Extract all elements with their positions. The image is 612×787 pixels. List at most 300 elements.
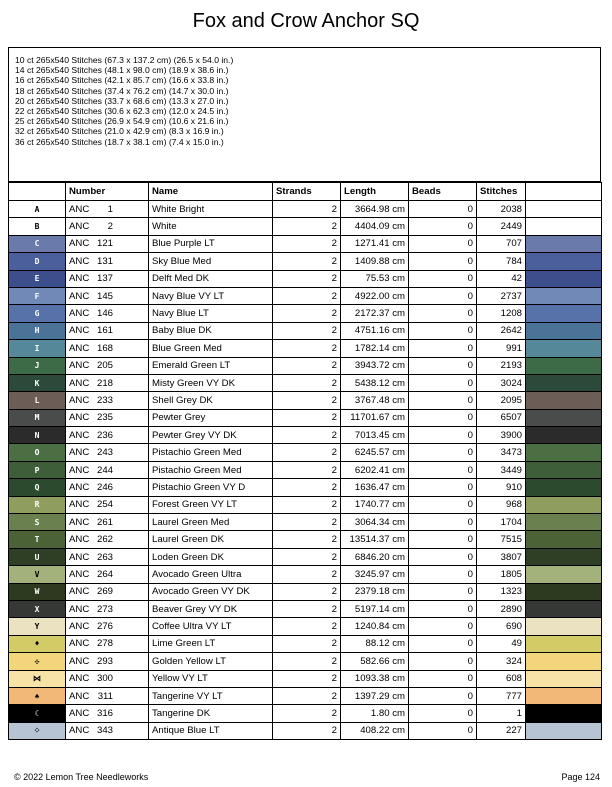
number-cell	[66, 670, 149, 687]
name-cell: Delft Med DK	[149, 270, 273, 287]
header-stitches: Stitches	[477, 183, 526, 201]
length-cell: 88.12 cm	[341, 635, 409, 652]
color-swatch	[526, 357, 602, 374]
stitches-cell: 910	[477, 479, 526, 496]
beads-cell: 0	[409, 548, 477, 565]
fabric-size-line: 20 ct 265x540 Stitches (33.7 x 68.6 cm) (13.3 x 27.0 in.)	[15, 95, 229, 106]
strands-cell: 2	[273, 722, 341, 739]
stitches-cell: 991	[477, 340, 526, 357]
beads-cell: 0	[409, 427, 477, 444]
fabric-size-line: 25 ct 265x540 Stitches (26.9 x 54.9 cm) (10.6 x 21.6 in.)	[15, 116, 229, 127]
symbol-cell: N	[9, 427, 66, 444]
symbol-cell: W	[9, 583, 66, 600]
color-swatch	[526, 340, 602, 357]
number-cell	[66, 374, 149, 391]
length-cell: 5438.12 cm	[341, 374, 409, 391]
strands-cell: 2	[273, 235, 341, 252]
header-symbol	[9, 183, 66, 201]
thread-number: 262	[96, 534, 113, 546]
stitches-cell: 49	[477, 635, 526, 652]
name-cell: Emerald Green LT	[149, 357, 273, 374]
name-cell: Pistachio Green VY D	[149, 479, 273, 496]
thread-brand: ANC	[69, 655, 90, 667]
symbol-cell: M	[9, 409, 66, 426]
name-cell: Blue Green Med	[149, 340, 273, 357]
symbol-cell: ✣	[9, 653, 66, 670]
number-cell	[66, 496, 149, 513]
color-swatch	[526, 461, 602, 478]
beads-cell: 0	[409, 392, 477, 409]
header-name: Name	[149, 183, 273, 201]
stitches-cell: 3900	[477, 427, 526, 444]
table-row	[9, 600, 602, 617]
length-cell: 6846.20 cm	[341, 548, 409, 565]
name-cell: Golden Yellow LT	[149, 653, 273, 670]
name-cell: Baby Blue DK	[149, 322, 273, 339]
thread-brand: ANC	[69, 638, 90, 650]
thread-number: 1	[107, 203, 113, 215]
beads-cell: 0	[409, 514, 477, 531]
length-cell: 4751.16 cm	[341, 322, 409, 339]
beads-cell: 0	[409, 201, 477, 218]
strands-cell: 2	[273, 392, 341, 409]
length-cell: 2172.37 cm	[341, 305, 409, 322]
color-swatch	[526, 514, 602, 531]
number-cell	[66, 461, 149, 478]
table-row	[9, 687, 602, 704]
beads-cell: 0	[409, 461, 477, 478]
stitches-cell: 777	[477, 687, 526, 704]
symbol-cell: C	[9, 235, 66, 252]
length-cell: 1782.14 cm	[341, 340, 409, 357]
symbol-cell: D	[9, 253, 66, 270]
header-strands: Strands	[273, 183, 341, 201]
name-cell: Loden Green DK	[149, 548, 273, 565]
symbol-cell: S	[9, 514, 66, 531]
thread-brand: ANC	[69, 464, 90, 476]
length-cell: 1093.38 cm	[341, 670, 409, 687]
table-row	[9, 653, 602, 670]
stitches-cell: 2642	[477, 322, 526, 339]
table-row	[9, 322, 602, 339]
strands-cell: 2	[273, 287, 341, 304]
strands-cell: 2	[273, 618, 341, 635]
name-cell: Pistachio Green Med	[149, 444, 273, 461]
strands-cell: 2	[273, 357, 341, 374]
fabric-size-line: 32 ct 265x540 Stitches (21.0 x 42.9 cm) (8.3 x 16.9 in.)	[15, 126, 224, 137]
length-cell: 1271.41 cm	[341, 235, 409, 252]
stitches-cell: 42	[477, 270, 526, 287]
number-cell	[66, 479, 149, 496]
name-cell: Beaver Grey VY DK	[149, 600, 273, 617]
color-swatch	[526, 374, 602, 391]
symbol-cell: X	[9, 600, 66, 617]
beads-cell: 0	[409, 357, 477, 374]
color-swatch	[526, 392, 602, 409]
name-cell: Pewter Grey VY DK	[149, 427, 273, 444]
fabric-size-line: 18 ct 265x540 Stitches (37.4 x 76.2 cm) (14.7 x 30.0 in.)	[15, 85, 229, 96]
stitches-cell: 3807	[477, 548, 526, 565]
beads-cell: 0	[409, 305, 477, 322]
thread-number: 300	[96, 673, 113, 685]
header-color	[526, 183, 602, 201]
thread-number: 168	[96, 342, 113, 354]
stitches-cell: 324	[477, 653, 526, 670]
name-cell: Shell Grey DK	[149, 392, 273, 409]
length-cell: 3943.72 cm	[341, 357, 409, 374]
beads-cell: 0	[409, 687, 477, 704]
table-row	[9, 705, 602, 722]
symbol-cell: U	[9, 548, 66, 565]
color-swatch	[526, 496, 602, 513]
number-cell	[66, 218, 149, 235]
strands-cell: 2	[273, 374, 341, 391]
thread-number: 205	[96, 360, 113, 372]
length-cell: 3064.34 cm	[341, 514, 409, 531]
number-cell	[66, 618, 149, 635]
name-cell: Antique Blue LT	[149, 722, 273, 739]
symbol-cell: I	[9, 340, 66, 357]
fabric-size-line: 16 ct 265x540 Stitches (42.1 x 85.7 cm) (16.6 x 33.8 in.)	[15, 75, 229, 86]
strands-cell: 2	[273, 253, 341, 270]
page-number: Page 124	[561, 772, 600, 782]
stitches-cell: 2038	[477, 201, 526, 218]
table-row	[9, 444, 602, 461]
length-cell: 4922.00 cm	[341, 287, 409, 304]
beads-cell: 0	[409, 705, 477, 722]
table-row	[9, 392, 602, 409]
length-cell: 2379.18 cm	[341, 583, 409, 600]
thread-number: 243	[96, 447, 113, 459]
symbol-cell: P	[9, 461, 66, 478]
name-cell: Blue Purple LT	[149, 235, 273, 252]
symbol-cell: L	[9, 392, 66, 409]
beads-cell: 0	[409, 670, 477, 687]
stitches-cell: 608	[477, 670, 526, 687]
thread-brand: ANC	[69, 325, 90, 337]
name-cell: Avocado Green Ultra	[149, 566, 273, 583]
thread-number: 254	[96, 499, 113, 511]
color-swatch	[526, 705, 602, 722]
beads-cell: 0	[409, 374, 477, 391]
name-cell: Yellow VY LT	[149, 670, 273, 687]
beads-cell: 0	[409, 653, 477, 670]
thread-brand: ANC	[69, 394, 90, 406]
thread-number: 235	[96, 412, 113, 424]
thread-brand: ANC	[69, 690, 90, 702]
symbol-cell: Y	[9, 618, 66, 635]
stitches-cell: 3473	[477, 444, 526, 461]
strands-cell: 2	[273, 270, 341, 287]
thread-brand: ANC	[69, 342, 90, 354]
number-cell	[66, 357, 149, 374]
symbol-cell: ♦	[9, 635, 66, 652]
number-cell	[66, 566, 149, 583]
strands-cell: 2	[273, 409, 341, 426]
thread-brand: ANC	[69, 377, 90, 389]
symbol-cell: H	[9, 322, 66, 339]
thread-number: 2	[107, 221, 113, 233]
stitches-cell: 2737	[477, 287, 526, 304]
table-row	[9, 287, 602, 304]
symbol-cell: E	[9, 270, 66, 287]
beads-cell: 0	[409, 322, 477, 339]
name-cell: Sky Blue Med	[149, 253, 273, 270]
color-swatch	[526, 270, 602, 287]
thread-brand: ANC	[69, 255, 90, 267]
thread-brand: ANC	[69, 273, 90, 285]
name-cell: Pistachio Green Med	[149, 461, 273, 478]
thread-brand: ANC	[69, 203, 90, 215]
stitches-cell: 2193	[477, 357, 526, 374]
table-row	[9, 374, 602, 391]
thread-brand: ANC	[69, 481, 90, 493]
table-row	[9, 201, 602, 218]
stitches-cell: 1	[477, 705, 526, 722]
name-cell: Avocado Green VY DK	[149, 583, 273, 600]
table-row	[9, 218, 602, 235]
name-cell: Lime Green LT	[149, 635, 273, 652]
color-swatch	[526, 287, 602, 304]
table-row	[9, 253, 602, 270]
thread-number: 316	[96, 708, 113, 720]
thread-brand: ANC	[69, 412, 90, 424]
strands-cell: 2	[273, 201, 341, 218]
stitches-cell: 6507	[477, 409, 526, 426]
table-row	[9, 461, 602, 478]
number-cell	[66, 253, 149, 270]
strands-cell: 2	[273, 322, 341, 339]
beads-cell: 0	[409, 218, 477, 235]
thread-number: 311	[97, 690, 113, 702]
color-swatch	[526, 201, 602, 218]
color-swatch	[526, 722, 602, 739]
name-cell: White Bright	[149, 201, 273, 218]
strands-cell: 2	[273, 583, 341, 600]
length-cell: 1.80 cm	[341, 705, 409, 722]
thread-number: 343	[96, 725, 113, 737]
header-length: Length	[341, 183, 409, 201]
length-cell: 3245.97 cm	[341, 566, 409, 583]
beads-cell: 0	[409, 566, 477, 583]
number-cell	[66, 635, 149, 652]
thread-brand: ANC	[69, 308, 90, 320]
color-swatch	[526, 235, 602, 252]
length-cell: 582.66 cm	[341, 653, 409, 670]
table-row	[9, 514, 602, 531]
table-row	[9, 340, 602, 357]
strands-cell: 2	[273, 635, 341, 652]
symbol-cell: K	[9, 374, 66, 391]
number-cell	[66, 392, 149, 409]
beads-cell: 0	[409, 618, 477, 635]
thread-brand: ANC	[69, 534, 90, 546]
table-row	[9, 583, 602, 600]
strands-cell: 2	[273, 514, 341, 531]
copyright-notice: © 2022 Lemon Tree Needleworks	[14, 772, 149, 782]
stitches-cell: 7515	[477, 531, 526, 548]
color-swatch	[526, 687, 602, 704]
length-cell: 1240.84 cm	[341, 618, 409, 635]
page-title: Fox and Crow Anchor SQ	[192, 10, 420, 32]
stitches-cell: 707	[477, 235, 526, 252]
number-cell	[66, 653, 149, 670]
fabric-sizes-box	[8, 47, 601, 182]
name-cell: Forest Green VY LT	[149, 496, 273, 513]
strands-cell: 2	[273, 705, 341, 722]
name-cell: Tangerine VY LT	[149, 687, 273, 704]
length-cell: 3664.98 cm	[341, 201, 409, 218]
color-swatch	[526, 479, 602, 496]
table-row	[9, 670, 602, 687]
name-cell: Navy Blue LT	[149, 305, 273, 322]
beads-cell: 0	[409, 635, 477, 652]
beads-cell: 0	[409, 409, 477, 426]
strands-cell: 2	[273, 687, 341, 704]
thread-brand: ANC	[69, 238, 90, 250]
fabric-size-line: 36 ct 265x540 Stitches (18.7 x 38.1 cm) (7.4 x 15.0 in.)	[15, 136, 224, 147]
symbol-cell: ⋈	[9, 670, 66, 687]
symbol-cell: A	[9, 201, 66, 218]
length-cell: 6245.57 cm	[341, 444, 409, 461]
length-cell: 1397.29 cm	[341, 687, 409, 704]
name-cell: Laurel Green DK	[149, 531, 273, 548]
name-cell: Laurel Green Med	[149, 514, 273, 531]
symbol-cell: B	[9, 218, 66, 235]
strands-cell: 2	[273, 670, 341, 687]
thread-number: 145	[96, 290, 113, 302]
number-cell	[66, 409, 149, 426]
strands-cell: 2	[273, 444, 341, 461]
thread-number: 131	[96, 255, 113, 267]
table-row	[9, 479, 602, 496]
beads-cell: 0	[409, 444, 477, 461]
name-cell: Navy Blue VY LT	[149, 287, 273, 304]
stitches-cell: 690	[477, 618, 526, 635]
fabric-size-line: 14 ct 265x540 Stitches (48.1 x 98.0 cm) (18.9 x 38.6 in.)	[15, 65, 229, 76]
stitches-cell: 2449	[477, 218, 526, 235]
header-number: Number	[66, 183, 149, 201]
color-swatch	[526, 583, 602, 600]
color-swatch	[526, 531, 602, 548]
table-row	[9, 235, 602, 252]
color-swatch	[526, 653, 602, 670]
thread-brand: ANC	[69, 447, 90, 459]
number-cell	[66, 444, 149, 461]
beads-cell: 0	[409, 531, 477, 548]
symbol-cell: V	[9, 566, 66, 583]
number-cell	[66, 235, 149, 252]
color-swatch	[526, 409, 602, 426]
color-swatch	[526, 305, 602, 322]
symbol-cell: O	[9, 444, 66, 461]
thread-brand: ANC	[69, 429, 90, 441]
number-cell	[66, 514, 149, 531]
color-swatch	[526, 253, 602, 270]
symbol-cell: ⁘	[9, 722, 66, 739]
length-cell: 6202.41 cm	[341, 461, 409, 478]
beads-cell: 0	[409, 583, 477, 600]
stitches-cell: 3449	[477, 461, 526, 478]
symbol-cell: G	[9, 305, 66, 322]
number-cell	[66, 427, 149, 444]
color-swatch	[526, 322, 602, 339]
length-cell: 75.53 cm	[341, 270, 409, 287]
color-swatch	[526, 600, 602, 617]
color-swatch	[526, 548, 602, 565]
name-cell: White	[149, 218, 273, 235]
thread-number: 236	[96, 429, 113, 441]
thread-number: 218	[96, 377, 113, 389]
color-swatch	[526, 427, 602, 444]
thread-brand: ANC	[69, 360, 90, 372]
beads-cell: 0	[409, 253, 477, 270]
table-row	[9, 722, 602, 739]
stitches-cell: 784	[477, 253, 526, 270]
thread-number: 278	[96, 638, 113, 650]
table-row	[9, 305, 602, 322]
thread-number: 233	[96, 394, 113, 406]
name-cell: Tangerine DK	[149, 705, 273, 722]
table-row	[9, 548, 602, 565]
number-cell	[66, 287, 149, 304]
table-row	[9, 357, 602, 374]
table-row	[9, 618, 602, 635]
length-cell: 7013.45 cm	[341, 427, 409, 444]
thread-brand: ANC	[69, 725, 90, 737]
symbol-cell: T	[9, 531, 66, 548]
strands-cell: 2	[273, 340, 341, 357]
length-cell: 13514.37 cm	[341, 531, 409, 548]
table-row	[9, 635, 602, 652]
thread-legend-table	[8, 182, 602, 740]
thread-brand: ANC	[69, 221, 90, 233]
beads-cell: 0	[409, 340, 477, 357]
stitches-cell: 968	[477, 496, 526, 513]
number-cell	[66, 201, 149, 218]
color-swatch	[526, 444, 602, 461]
table-row	[9, 270, 602, 287]
symbol-cell: ♠	[9, 687, 66, 704]
strands-cell: 2	[273, 479, 341, 496]
symbol-cell: R	[9, 496, 66, 513]
table-row	[9, 496, 602, 513]
strands-cell: 2	[273, 566, 341, 583]
thread-brand: ANC	[69, 586, 90, 598]
length-cell: 1740.77 cm	[341, 496, 409, 513]
table-row	[9, 531, 602, 548]
thread-brand: ANC	[69, 551, 90, 563]
stitches-cell: 1704	[477, 514, 526, 531]
thread-number: 264	[96, 568, 113, 580]
table-header-row	[9, 183, 602, 201]
strands-cell: 2	[273, 548, 341, 565]
thread-number: 261	[96, 516, 113, 528]
number-cell	[66, 583, 149, 600]
thread-number: 276	[96, 621, 113, 633]
thread-number: 273	[96, 603, 113, 615]
length-cell: 408.22 cm	[341, 722, 409, 739]
thread-number: 263	[96, 551, 113, 563]
thread-brand: ANC	[69, 290, 90, 302]
thread-number: 121	[96, 238, 113, 250]
length-cell: 3767.48 cm	[341, 392, 409, 409]
number-cell	[66, 322, 149, 339]
beads-cell: 0	[409, 235, 477, 252]
table-row	[9, 409, 602, 426]
beads-cell: 0	[409, 722, 477, 739]
table-row	[9, 427, 602, 444]
